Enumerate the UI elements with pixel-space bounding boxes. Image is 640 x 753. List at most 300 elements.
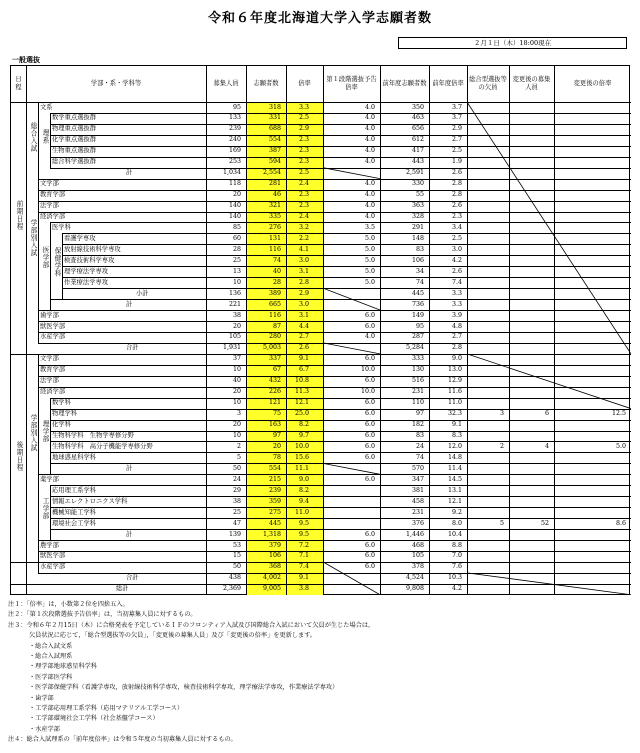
row-label: 化学科 xyxy=(52,421,71,429)
cell-capacity: 3 xyxy=(236,410,241,418)
cell-capacity: 28 xyxy=(232,245,241,253)
cell-ratio: 2.5 xyxy=(298,114,309,122)
cell-ratio: 2.3 xyxy=(298,136,309,144)
cell-ratio: 3.0 xyxy=(298,300,309,308)
row-label: 生物重点選抜群 xyxy=(52,147,97,155)
cell-prev-applicants: 350 xyxy=(411,103,424,111)
cell-ratio: 4.1 xyxy=(298,245,309,253)
cell-applicants: 554 xyxy=(268,464,281,472)
note-line: 注３：令和６年２月15日（木）に合格発表を予定しているＩＦのフロンティア入試及び国際総合入試において欠員が生じた場合は， xyxy=(8,621,375,629)
cell-prev-ratio: 14.5 xyxy=(447,475,462,483)
row-label: 教育学部 xyxy=(40,366,66,374)
cell-prev-applicants: 612 xyxy=(411,136,424,144)
cell-ratio: 7.4 xyxy=(298,563,309,571)
cell-applicants: 389 xyxy=(268,289,281,297)
cell-prev-ratio: 8.3 xyxy=(451,432,462,439)
cell-applicants: 1,318 xyxy=(262,530,281,538)
cell-applicants: 5,003 xyxy=(262,344,281,352)
section-label: 一般選抜 xyxy=(12,55,40,64)
cell-prev-applicants: 516 xyxy=(411,377,424,385)
row-label: 地球惑星科学科 xyxy=(52,453,97,461)
cell-capacity: 38 xyxy=(232,311,241,319)
cell-ratio: 3.8 xyxy=(298,585,309,593)
cell-capacity: 239 xyxy=(228,125,241,133)
cell-cutoff: 4.0 xyxy=(364,213,375,220)
row-label: 生物科学科 高分子機能学専修分野 xyxy=(52,442,153,450)
cell-ratio: 11.3 xyxy=(294,388,309,396)
cell-applicants: 116 xyxy=(268,245,281,253)
cell-cutoff: 10.0 xyxy=(360,366,375,374)
cell-capacity: 60 xyxy=(232,234,241,242)
cell-applicants: 432 xyxy=(268,377,281,385)
cell-prev-applicants: 570 xyxy=(411,464,424,472)
row-label: 水産学部 xyxy=(40,563,66,571)
diag-gokei-kouki xyxy=(323,562,380,595)
cell-capacity: 53 xyxy=(232,541,241,549)
header-applicants: 志願者数 xyxy=(253,80,279,87)
cell-prev-ratio: 2.6 xyxy=(451,169,462,177)
cell-capacity: 25 xyxy=(232,508,241,516)
header-ratio: 倍率 xyxy=(298,80,311,87)
cell-applicants: 318 xyxy=(268,103,281,111)
cell-capacity: 1,034 xyxy=(222,169,241,177)
cell-prev-applicants: 105 xyxy=(411,552,424,560)
cell-applicants: 106 xyxy=(268,552,281,560)
group-sogo: 総合入試 xyxy=(29,122,37,153)
cell-ratio: 8.2 xyxy=(298,421,309,429)
cell-capacity: 20 xyxy=(232,388,241,396)
date-stamp: ２月１日（木）18:00現在 xyxy=(398,37,627,49)
cell-prev-ratio: 2.6 xyxy=(451,202,462,210)
group-hoken: 保健学科 xyxy=(53,247,61,278)
cell-capacity: 10 xyxy=(232,432,241,439)
cell-prev-applicants: 74 xyxy=(415,278,424,286)
cell-capacity: 37 xyxy=(232,355,241,363)
note-line: ・水産学部 xyxy=(29,725,60,733)
cell-ratio: 6.7 xyxy=(298,366,309,374)
cell-cutoff: 6.0 xyxy=(364,541,375,549)
cell-applicants: 215 xyxy=(268,475,281,483)
cell-ratio: 9.0 xyxy=(298,475,309,483)
cell-cutoff: 6.0 xyxy=(364,552,375,560)
group-rigakubu: 理学部 xyxy=(41,419,49,443)
cell-prev-ratio: 10.4 xyxy=(447,530,462,538)
row-label: 生物科学科 生物学専修分野 xyxy=(52,432,134,439)
row-label: 医学科 xyxy=(52,223,71,231)
cell-prev-applicants: 376 xyxy=(411,519,424,527)
row-label: 作業療法学専攻 xyxy=(64,278,109,286)
group-kogakubu: 工学部 xyxy=(41,497,49,521)
cell-capacity: 10 xyxy=(232,366,241,374)
diag-kouki-bottom xyxy=(467,573,631,595)
cell-capacity: 139 xyxy=(228,530,241,538)
group-gakubu-zenki: 学部別入試 xyxy=(29,218,37,257)
row-label: 計 xyxy=(126,169,133,177)
cell-prev-applicants: 231 xyxy=(411,508,424,516)
cell-capacity: 20 xyxy=(232,421,241,429)
cell-ratio: 9.5 xyxy=(298,519,309,527)
cell-capacity: 24 xyxy=(232,475,241,483)
cell-cutoff: 5.0 xyxy=(364,256,375,264)
cell-capacity: 5 xyxy=(236,453,241,461)
cell-cutoff: 5.0 xyxy=(364,245,375,253)
row-label: 検査技術科学専攻 xyxy=(64,256,115,264)
cell-ratio: 2.8 xyxy=(298,278,309,286)
cell-prev-applicants: 9,808 xyxy=(405,585,424,593)
cell-prev-ratio: 10.3 xyxy=(447,574,462,582)
note-line: ・総合入試文系 xyxy=(29,642,73,650)
cell-prev-applicants: 287 xyxy=(411,333,424,341)
cell-capacity: 20 xyxy=(232,322,241,330)
cell-applicants: 87 xyxy=(272,322,281,330)
cell-capacity: 13 xyxy=(232,267,241,275)
cell-ratio: 2.4 xyxy=(298,213,309,220)
cell-prev-applicants: 736 xyxy=(411,300,424,308)
cell-applicants: 163 xyxy=(268,421,281,429)
cell-prev-ratio: 4.8 xyxy=(451,322,462,330)
cell-prev-applicants: 95 xyxy=(415,322,424,330)
cell-ratio: 4.4 xyxy=(298,322,309,330)
row-label: 獣医学部 xyxy=(40,322,66,330)
cell-applicants: 46 xyxy=(272,191,281,199)
cell-prev-ratio: 2.8 xyxy=(451,344,462,352)
cell-capacity: 221 xyxy=(228,300,241,308)
row-label: 看護学専攻 xyxy=(64,234,96,242)
cell-capacity: 29 xyxy=(232,486,241,494)
cell-cutoff: 4.0 xyxy=(364,136,375,144)
header-prev-ratio: 前年度倍率 xyxy=(432,80,464,87)
cell-ratio: 11.0 xyxy=(294,508,309,516)
cell-prev-applicants: 378 xyxy=(411,563,424,571)
cell-prev-ratio: 11.0 xyxy=(447,399,462,407)
cell-cutoff: 6.0 xyxy=(364,442,375,450)
row-label: 法学部 xyxy=(40,202,59,210)
cell-new-capacity: 4 xyxy=(544,442,549,450)
cell-prev-ratio: 4.2 xyxy=(451,585,462,593)
cell-prev-ratio: 3.3 xyxy=(451,300,462,308)
applicants-table xyxy=(10,65,630,595)
header-new-capacity: 変更後の募集人員 xyxy=(512,76,551,91)
cell-new-ratio: 8.6 xyxy=(615,519,626,527)
cell-new-capacity: 52 xyxy=(540,519,549,527)
cell-capacity: 240 xyxy=(228,136,241,144)
row-label: 放射線技術科学専攻 xyxy=(64,245,121,253)
cell-applicants: 665 xyxy=(268,300,281,308)
cell-prev-ratio: 12.9 xyxy=(447,377,462,385)
cell-prev-ratio: 2.5 xyxy=(451,234,462,242)
cell-prev-ratio: 9.1 xyxy=(451,421,462,429)
cell-prev-applicants: 106 xyxy=(411,256,424,264)
cell-prev-ratio: 9.0 xyxy=(451,355,462,363)
cell-capacity: 10 xyxy=(232,278,241,286)
cell-cutoff: 6.0 xyxy=(364,399,375,407)
cell-ratio: 2.3 xyxy=(298,158,309,166)
cell-ratio: 2.2 xyxy=(298,234,309,242)
cell-prev-applicants: 231 xyxy=(411,388,424,396)
note-line: ・医学部保健学科（看護学専攻，放射線技術科学専攻，検査技術科学専攻，理学療法学専攻，作業療法学専攻） xyxy=(29,684,339,692)
cell-applicants: 275 xyxy=(268,508,281,516)
schedule-kouki: 後期日程 xyxy=(15,441,23,472)
cell-prev-ratio: 2.7 xyxy=(451,333,462,341)
cell-capacity: 25 xyxy=(232,256,241,264)
cell-ratio: 9.4 xyxy=(298,497,309,505)
cell-prev-applicants: 55 xyxy=(415,191,424,199)
cell-capacity: 253 xyxy=(228,158,241,166)
row-label: 文学部 xyxy=(40,355,59,363)
cell-ratio: 8.2 xyxy=(298,486,309,494)
cell-applicants: 281 xyxy=(268,180,281,188)
cell-cutoff: 5.0 xyxy=(364,234,375,242)
cell-capacity: 136 xyxy=(228,289,241,297)
cell-prev-applicants: 1,446 xyxy=(405,530,424,538)
cell-prev-applicants: 34 xyxy=(415,267,424,275)
cell-applicants: 40 xyxy=(272,267,281,275)
header-dept: 学部・系・学科等 xyxy=(90,80,142,87)
cell-prev-applicants: 445 xyxy=(411,289,424,297)
cell-applicants: 74 xyxy=(272,256,281,264)
group-gakubu-kouki: 学部別入試 xyxy=(29,413,37,452)
cell-ratio: 2.3 xyxy=(298,202,309,210)
cell-cutoff: 3.5 xyxy=(364,223,375,231)
cell-cutoff: 4.0 xyxy=(364,158,375,166)
cell-prev-applicants: 381 xyxy=(411,486,424,494)
cell-prev-applicants: 468 xyxy=(411,541,424,549)
cell-capacity: 20 xyxy=(232,191,241,199)
cell-applicants: 239 xyxy=(268,486,281,494)
group-rikei: 理系 xyxy=(41,128,49,145)
row-label: 水産学部 xyxy=(40,333,66,341)
note-line: 注４：総合入試理系の「前年度倍率」は令和５年度の当初募集人員に対するもの。 xyxy=(8,736,237,744)
row-label: 情報エレクトロニクス学科 xyxy=(52,497,128,505)
cell-capacity: 2,369 xyxy=(222,585,241,593)
cell-ratio: 9.1 xyxy=(298,355,309,363)
cell-ratio: 2.3 xyxy=(298,191,309,199)
cell-prev-ratio: 2.6 xyxy=(451,267,462,275)
cell-capacity: 2 xyxy=(236,442,241,450)
cell-vacancy: 3 xyxy=(499,410,504,418)
row-label: 文系 xyxy=(40,103,53,111)
cell-applicants: 379 xyxy=(268,541,281,549)
cell-prev-applicants: 417 xyxy=(411,147,424,155)
cell-capacity: 1,931 xyxy=(222,344,241,352)
row-label: 合計 xyxy=(126,574,139,582)
row-label: 計 xyxy=(126,464,133,472)
cell-ratio: 3.3 xyxy=(298,103,309,111)
cell-prev-ratio: 8.0 xyxy=(451,519,462,527)
cell-prev-applicants: 458 xyxy=(411,497,424,505)
row-label: 応用理工系学科 xyxy=(52,486,97,494)
cell-applicants: 131 xyxy=(268,234,281,242)
cell-applicants: 116 xyxy=(268,311,281,319)
cell-cutoff: 4.0 xyxy=(364,191,375,199)
cell-prev-ratio: 14.8 xyxy=(447,453,462,461)
cell-ratio: 2.3 xyxy=(298,147,309,155)
cell-prev-applicants: 5,284 xyxy=(405,344,424,352)
cell-ratio: 15.6 xyxy=(294,453,309,461)
note-line: 欠員状況に応じて，「総合型選抜等の欠員」，「変更後の募集人員」及び「変更後の倍率」を更新します。 xyxy=(29,632,317,640)
cell-prev-applicants: 656 xyxy=(411,125,424,133)
header-cutoff: 第１段階選抜予告倍率 xyxy=(326,76,377,91)
cell-new-ratio: 5.0 xyxy=(615,442,626,450)
cell-prev-applicants: 443 xyxy=(411,158,424,166)
cell-prev-applicants: 291 xyxy=(411,223,424,231)
cell-applicants: 78 xyxy=(272,453,281,461)
row-label: 物理重点選抜群 xyxy=(52,125,97,133)
cell-cutoff: 4.0 xyxy=(364,125,375,133)
row-label: 総計 xyxy=(116,585,129,593)
row-label: 数学重点選抜群 xyxy=(52,114,97,122)
cell-capacity: 140 xyxy=(228,213,241,220)
cell-ratio: 12.1 xyxy=(294,399,309,407)
cell-ratio: 10.8 xyxy=(294,377,309,385)
cell-cutoff: 4.0 xyxy=(364,180,375,188)
cell-prev-ratio: 13.1 xyxy=(447,486,462,494)
cell-applicants: 337 xyxy=(268,355,281,363)
cell-prev-ratio: 3.3 xyxy=(451,289,462,297)
cell-prev-ratio: 1.9 xyxy=(451,158,462,166)
cell-ratio: 10.0 xyxy=(294,442,309,450)
cell-cutoff: 6.0 xyxy=(364,410,375,418)
cell-prev-applicants: 4,524 xyxy=(405,574,424,582)
cell-applicants: 28 xyxy=(272,278,281,286)
cell-ratio: 7.1 xyxy=(298,552,309,560)
row-label: 化学重点選抜群 xyxy=(52,136,97,144)
row-label: 機械知能工学科 xyxy=(52,508,97,516)
cell-new-ratio: 12.5 xyxy=(611,410,626,418)
row-label: 農学部 xyxy=(40,541,59,549)
cell-capacity: 105 xyxy=(228,333,241,341)
cell-new-capacity: 6 xyxy=(544,410,549,418)
cell-prev-applicants: 347 xyxy=(411,475,424,483)
note-line: 注１：「倍率」は，小数第２位を四捨五入。 xyxy=(8,601,129,608)
row-label: 文学部 xyxy=(40,180,59,188)
row-label: 小計 xyxy=(136,289,149,297)
cell-capacity: 47 xyxy=(232,519,241,527)
cell-prev-ratio: 13.0 xyxy=(447,366,462,374)
cell-cutoff: 4.0 xyxy=(364,114,375,122)
cell-applicants: 9,005 xyxy=(262,585,281,593)
cell-cutoff: 6.0 xyxy=(364,563,375,571)
row-label: 総合科学選抜群 xyxy=(52,158,97,166)
cell-prev-applicants: 24 xyxy=(415,442,424,450)
cell-applicants: 688 xyxy=(268,125,281,133)
cell-capacity: 133 xyxy=(228,114,241,122)
cell-capacity: 95 xyxy=(232,103,241,111)
row-label: 合計 xyxy=(126,344,139,352)
cell-ratio: 3.1 xyxy=(298,311,309,319)
note-line: 注２：「第１次段階選抜予告倍率」は，当初募集人員に対するもの。 xyxy=(8,611,197,619)
cell-prev-applicants: 74 xyxy=(415,453,424,461)
cell-prev-ratio: 11.4 xyxy=(447,464,462,472)
row-label: 歯学部 xyxy=(40,311,59,319)
cell-cutoff: 6.0 xyxy=(364,530,375,538)
cell-prev-ratio: 12.1 xyxy=(447,497,462,505)
diag-kei-rigaku xyxy=(323,463,380,474)
header-capacity: 募集人員 xyxy=(213,80,239,87)
cell-applicants: 97 xyxy=(272,432,281,439)
note-line: ・医学部医学科 xyxy=(29,673,73,681)
cell-prev-applicants: 182 xyxy=(411,421,424,429)
cell-cutoff: 6.0 xyxy=(364,475,375,483)
cell-vacancy: 2 xyxy=(499,442,504,450)
cell-prev-applicants: 148 xyxy=(411,234,424,242)
cell-applicants: 2,554 xyxy=(262,169,281,177)
diag-kei-igaku xyxy=(323,288,380,310)
cell-cutoff: 6.0 xyxy=(364,453,375,461)
blank-cell-diagonals xyxy=(11,66,631,595)
cell-cutoff: 5.0 xyxy=(364,278,375,286)
cell-ratio: 2.9 xyxy=(298,289,309,297)
row-label: 経済学部 xyxy=(40,388,66,396)
note-line: ・歯学部 xyxy=(29,694,54,702)
cell-prev-ratio: 9.2 xyxy=(451,508,462,516)
cell-capacity: 50 xyxy=(232,464,241,472)
cell-prev-ratio: 3.4 xyxy=(451,223,462,231)
cell-cutoff: 6.0 xyxy=(364,322,375,330)
cell-cutoff: 10.0 xyxy=(360,388,375,396)
cell-applicants: 554 xyxy=(268,136,281,144)
cell-applicants: 67 xyxy=(272,366,281,374)
cell-capacity: 38 xyxy=(232,497,241,505)
cell-prev-applicants: 363 xyxy=(411,202,424,210)
group-igakubu: 医学部 xyxy=(41,246,49,270)
header-vacancy: 総合型選抜等の欠員 xyxy=(469,76,507,91)
cell-prev-ratio: 11.6 xyxy=(447,388,462,396)
cell-prev-ratio: 7.0 xyxy=(451,552,462,560)
cell-prev-applicants: 463 xyxy=(411,114,424,122)
cell-capacity: 50 xyxy=(232,563,241,571)
cell-applicants: 280 xyxy=(268,333,281,341)
schedule-zenki: 前期日程 xyxy=(15,200,23,231)
cell-applicants: 368 xyxy=(268,563,281,571)
cell-capacity: 140 xyxy=(228,202,241,210)
cell-applicants: 445 xyxy=(268,519,281,527)
cell-applicants: 75 xyxy=(272,410,281,418)
cell-prev-ratio: 2.9 xyxy=(451,125,462,133)
cell-cutoff: 6.0 xyxy=(364,377,375,385)
cell-prev-applicants: 97 xyxy=(415,410,424,418)
cell-prev-ratio: 4.2 xyxy=(451,256,462,264)
cell-ratio: 25.0 xyxy=(294,410,309,418)
row-label: 教育学部 xyxy=(40,191,66,199)
cell-cutoff: 6.0 xyxy=(364,311,375,319)
cell-prev-applicants: 149 xyxy=(411,311,424,319)
cell-prev-ratio: 2.3 xyxy=(451,213,462,220)
cell-prev-ratio: 12.0 xyxy=(447,442,462,450)
cell-ratio: 3.0 xyxy=(298,256,309,264)
cell-cutoff: 6.0 xyxy=(364,421,375,429)
row-label: 数学科 xyxy=(52,399,71,407)
header-schedule: 日程 xyxy=(15,76,22,91)
cell-capacity: 15 xyxy=(232,552,241,560)
cell-ratio: 2.5 xyxy=(298,169,309,177)
page-title: 令和６年度北海道大学入学志願者数 xyxy=(207,11,432,26)
cell-ratio: 2.7 xyxy=(298,333,309,341)
cell-applicants: 594 xyxy=(268,158,281,166)
cell-prev-ratio: 32.3 xyxy=(447,410,462,418)
row-label: 環境社会工学科 xyxy=(52,519,97,527)
cell-ratio: 11.1 xyxy=(294,464,309,472)
cell-cutoff: 4.0 xyxy=(364,333,375,341)
cell-ratio: 7.2 xyxy=(298,541,309,549)
cell-ratio: 2.4 xyxy=(298,180,309,188)
cell-prev-ratio: 2.8 xyxy=(451,180,462,188)
cell-prev-applicants: 110 xyxy=(411,399,424,407)
diag-kouki-top xyxy=(467,354,631,409)
cell-applicants: 331 xyxy=(268,114,281,122)
cell-ratio: 9.7 xyxy=(298,432,309,439)
cell-applicants: 20 xyxy=(272,442,281,450)
